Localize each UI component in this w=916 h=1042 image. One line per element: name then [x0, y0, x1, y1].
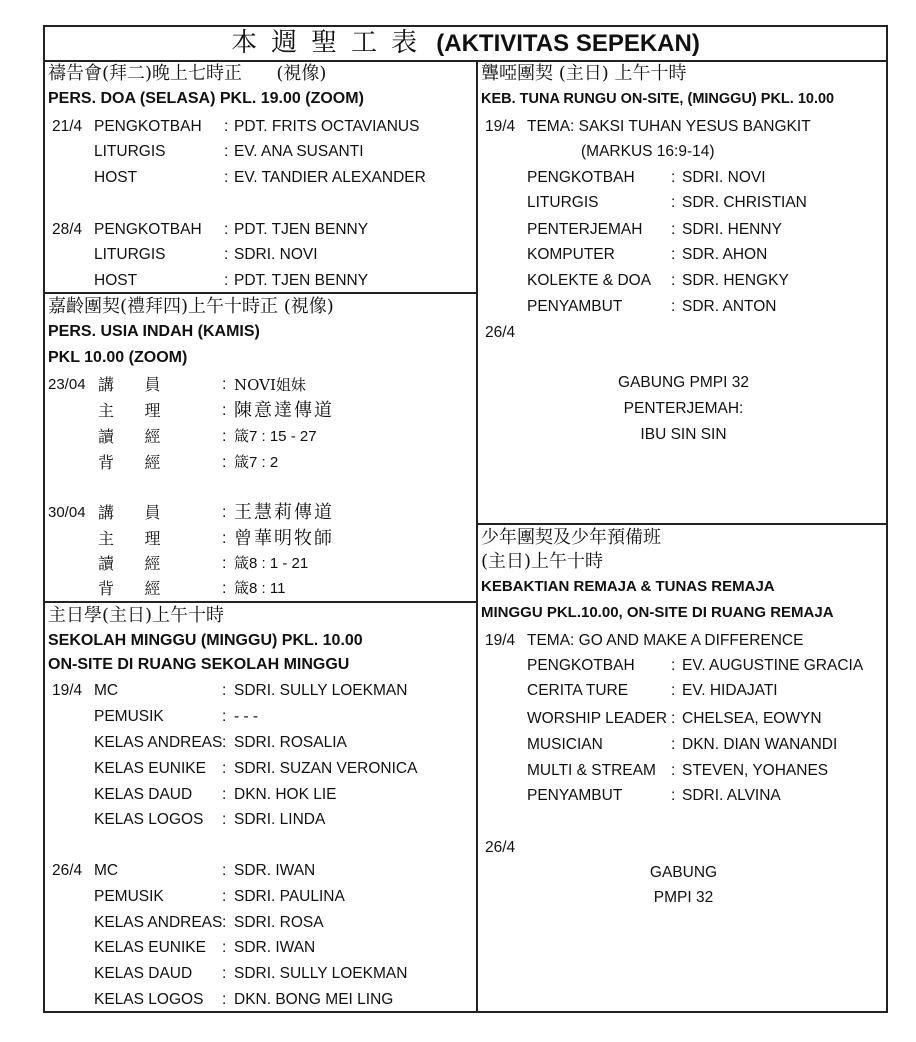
colon: : — [224, 246, 229, 263]
role-label: HOST — [94, 169, 138, 186]
role-label: MULTI & STREAM — [527, 762, 656, 779]
role-label: MUSICIAN — [527, 736, 603, 753]
theme-reference: (MARKUS 16:9-14) — [581, 143, 715, 160]
colon: : — [222, 454, 227, 471]
colon: : — [222, 708, 227, 725]
colon: : — [222, 888, 227, 905]
assignee: CHELSEA, EOWYN — [682, 710, 822, 727]
colon: : — [671, 736, 676, 753]
assignee: 陳意達傳道 — [234, 400, 334, 421]
colon: : — [222, 991, 227, 1008]
role-label: KELAS ANDREAS — [94, 734, 223, 751]
colon: : — [222, 504, 227, 521]
assignee: SDR. HENGKY — [682, 272, 789, 289]
column-divider — [476, 60, 478, 1013]
colon: : — [222, 682, 227, 699]
section-heading-id: PERS. DOA (SELASA) PKL. 19.00 (ZOOM) — [48, 90, 364, 107]
assignee: NOVI姐妹 — [234, 376, 306, 394]
assignee: SDRI. SULLY LOEKMAN — [234, 682, 408, 699]
section-elderly-fellowship — [48, 295, 473, 600]
assignee: SDRI. LINDA — [234, 811, 326, 828]
section-divider — [45, 601, 477, 603]
assignee: EV. TANDIER ALEXANDER — [234, 169, 426, 186]
weekly-schedule-sheet — [43, 25, 888, 1013]
role-label: KOMPUTER — [527, 246, 615, 263]
section-youth — [481, 526, 886, 1012]
assignee: SDRI. ROSA — [234, 914, 324, 931]
role-label: KELAS EUNIKE — [94, 939, 206, 956]
assignee: SDR. IWAN — [234, 939, 316, 956]
date-label: 19/4 — [52, 682, 83, 699]
colon: : — [671, 246, 676, 263]
assignee: PDT. FRITS OCTAVIANUS — [234, 118, 420, 135]
colon: : — [222, 760, 227, 777]
colon: : — [222, 555, 227, 572]
role-label: PENYAMBUT — [527, 298, 623, 315]
assignee: PDT. TJEN BENNY — [234, 272, 369, 289]
role-label: LITURGIS — [94, 246, 166, 263]
section-deaf-fellowship — [481, 62, 886, 522]
assignee: EV. AUGUSTINE GRACIA — [682, 657, 864, 674]
section-heading-id-location: ON-SITE DI RUANG SEKOLAH MINGGU — [48, 656, 350, 673]
section-heading-zh: 主日學(主日)上午十時 — [48, 605, 225, 626]
role-label: 背 經 — [98, 453, 161, 472]
role-label: KELAS DAUD — [94, 965, 193, 982]
assignee: PDT. TJEN BENNY — [234, 221, 369, 238]
section-prayer-meeting — [48, 62, 473, 292]
colon: : — [224, 118, 229, 135]
colon: : — [671, 298, 676, 315]
assignee: DKN. DIAN WANANDI — [682, 736, 838, 753]
assignee: SDRI. SUZAN VERONICA — [234, 760, 418, 777]
colon: : — [222, 862, 227, 879]
page-title — [45, 27, 886, 62]
role-label: LITURGIS — [94, 143, 166, 160]
colon: : — [671, 657, 676, 674]
colon: : — [224, 169, 229, 186]
date-label: 19/4 — [485, 118, 516, 135]
section-heading-id: PERS. USIA INDAH (KAMIS) — [48, 323, 260, 340]
assignee: SDR. ANTON — [682, 298, 777, 315]
section-heading-zh: 禱告會(拜二)晚上七時正 (視像) — [48, 63, 327, 84]
section-heading-zh-time: (主日)上午十時 — [481, 551, 604, 572]
title-chinese: 本週聖工表 — [231, 28, 432, 58]
date-label: 26/4 — [52, 862, 83, 879]
colon: : — [671, 762, 676, 779]
date-label: 26/4 — [485, 324, 516, 341]
assignee: DKN. BONG MEI LING — [234, 991, 394, 1008]
assignee: SDRI. NOVI — [234, 246, 318, 263]
assignee: SDR. IWAN — [234, 862, 316, 879]
role-label: KELAS LOGOS — [94, 991, 204, 1008]
section-heading-zh: 嘉齡團契(禮拜四)上午十時正 (視像) — [48, 296, 334, 317]
assignee: SDRI. NOVI — [682, 169, 766, 186]
role-label: MC — [94, 862, 119, 879]
date-label: 23/04 — [48, 376, 86, 393]
assignee: STEVEN, YOHANES — [682, 762, 829, 779]
colon: : — [222, 786, 227, 803]
colon: : — [671, 787, 676, 804]
assignee: SDRI. SULLY LOEKMAN — [234, 965, 408, 982]
assignee: SDRI. HENNY — [682, 221, 782, 238]
assignee: 箴8 : 1 - 21 — [234, 555, 309, 572]
role-label: HOST — [94, 272, 138, 289]
date-label: 21/4 — [52, 118, 83, 135]
assignee: SDRI. ALVINA — [682, 787, 781, 804]
colon: : — [224, 221, 229, 238]
role-label: KELAS ANDREAS — [94, 914, 223, 931]
role-label: 講 員 — [98, 375, 161, 394]
colon: : — [224, 143, 229, 160]
role-label: KELAS EUNIKE — [94, 760, 206, 777]
colon: : — [222, 965, 227, 982]
colon: : — [671, 710, 676, 727]
colon: : — [222, 734, 227, 751]
section-heading-id: KEB. TUNA RUNGU ON-SITE, (MINGGU) PKL. 10.00 — [481, 91, 835, 107]
joint-service-group: PMPI 32 — [653, 889, 714, 906]
section-heading-zh: 聾啞團契 (主日) 上午十時 — [481, 63, 687, 84]
section-heading-id-time: PKL 10.00 (ZOOM) — [48, 349, 188, 366]
colon: : — [222, 402, 227, 419]
role-label: PEMUSIK — [94, 708, 164, 725]
joint-service-note: GABUNG — [649, 864, 718, 881]
assignee: SDRI. PAULINA — [234, 888, 345, 905]
section-heading-id-location: MINGGU PKL.10.00, ON-SITE DI RUANG REMAJA — [481, 604, 834, 621]
assignee: SDR. AHON — [682, 246, 768, 263]
role-label: KELAS DAUD — [94, 786, 193, 803]
role-label: 主 理 — [98, 401, 161, 420]
section-divider — [45, 292, 477, 294]
assignee: 箴7 : 15 - 27 — [234, 428, 317, 445]
colon: : — [222, 580, 227, 597]
role-label: 讀 經 — [98, 554, 161, 573]
assignee: EV. HIDAJATI — [682, 682, 778, 699]
section-divider — [476, 523, 888, 525]
date-label: 19/4 — [485, 632, 516, 649]
colon: : — [671, 169, 676, 186]
section-heading-id: KEBAKTIAN REMAJA & TUNAS REMAJA — [481, 578, 775, 595]
role-label: MC — [94, 682, 119, 699]
joint-service-note: GABUNG PMPI 32 — [618, 374, 749, 391]
theme-text: TEMA: SAKSI TUHAN YESUS BANGKIT — [527, 118, 811, 135]
assignee: 箴8 : 11 — [234, 580, 286, 597]
role-label: CERITA TURE — [527, 682, 629, 699]
assignee: DKN. HOK LIE — [234, 786, 337, 803]
assignee: SDRI. ROSALIA — [234, 734, 347, 751]
colon: : — [222, 428, 227, 445]
role-label: PEMUSIK — [94, 888, 164, 905]
role-label: PENTERJEMAH — [527, 221, 643, 238]
role-label: 讀 經 — [98, 427, 161, 446]
section-sunday-school — [48, 604, 473, 1012]
assignee: SDR. CHRISTIAN — [682, 194, 807, 211]
date-label: 30/04 — [48, 504, 86, 521]
colon: : — [222, 811, 227, 828]
translator-name: IBU SIN SIN — [640, 426, 727, 443]
role-label: PENGKOTBAH — [527, 169, 635, 186]
colon: : — [671, 272, 676, 289]
date-label: 26/4 — [485, 839, 516, 856]
role-label: PENGKOTBAH — [94, 118, 202, 135]
colon: : — [671, 682, 676, 699]
role-label: KOLEKTE & DOA — [527, 272, 652, 289]
translator-label: PENTERJEMAH: — [623, 400, 744, 417]
colon: : — [222, 939, 227, 956]
colon: : — [671, 221, 676, 238]
role-label: PENYAMBUT — [527, 787, 623, 804]
assignee: 箴7 : 2 — [234, 454, 279, 471]
colon: : — [222, 530, 227, 547]
role-label: LITURGIS — [527, 194, 599, 211]
role-label: WORSHIP LEADER — [527, 710, 668, 727]
section-heading-zh: 少年團契及少年預備班 — [481, 527, 661, 548]
date-label: 28/4 — [52, 221, 83, 238]
role-label: PENGKOTBAH — [94, 221, 202, 238]
assignee: 曾華明牧師 — [234, 528, 334, 549]
role-label: KELAS LOGOS — [94, 811, 204, 828]
colon: : — [222, 376, 227, 393]
assignee: - - - — [234, 708, 259, 725]
title-indonesian: (AKTIVITAS SEPEKAN) — [436, 30, 700, 57]
colon: : — [222, 914, 227, 931]
colon: : — [224, 272, 229, 289]
colon: : — [671, 194, 676, 211]
role-label: PENGKOTBAH — [527, 657, 635, 674]
role-label: 背 經 — [98, 579, 161, 598]
assignee: 王慧莉傳道 — [234, 502, 334, 523]
assignee: EV. ANA SUSANTI — [234, 143, 364, 160]
section-heading-id: SEKOLAH MINGGU (MINGGU) PKL. 10.00 — [48, 632, 363, 649]
role-label: 主 理 — [98, 529, 161, 548]
role-label: 講 員 — [98, 503, 161, 522]
theme-text: TEMA: GO AND MAKE A DIFFERENCE — [527, 632, 804, 649]
